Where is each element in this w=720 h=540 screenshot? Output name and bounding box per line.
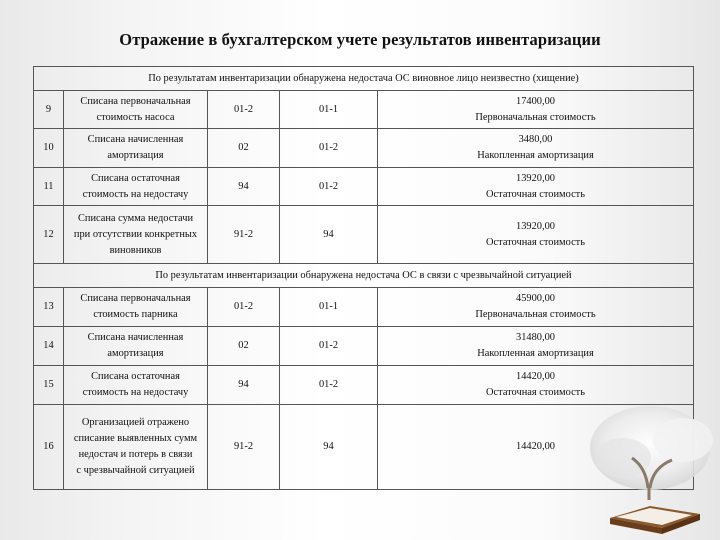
description-line: Списана начисленная — [87, 134, 184, 145]
description-line: Списана первоначальная — [80, 95, 191, 107]
row-number: 10 — [34, 129, 64, 168]
table-row — [34, 91, 694, 129]
debit-account: 01-2 — [208, 288, 280, 327]
amount-cell — [378, 168, 694, 206]
debit-account: 94 — [208, 168, 280, 206]
section-header: По результатам инвентаризации обнаружена недостача ОС в связи с чрезвычайной ситуацией — [34, 264, 694, 288]
amount-cell — [378, 129, 694, 168]
debit-account: 02 — [208, 129, 280, 168]
description-line: стоимость насоса — [96, 111, 175, 123]
amount-cell — [378, 91, 694, 129]
row-number: 13 — [34, 288, 64, 327]
amount-cell — [378, 327, 694, 366]
table-row — [34, 129, 694, 168]
section-header-row — [34, 264, 694, 288]
credit-account: 01-2 — [280, 327, 378, 366]
row-number: 15 — [34, 366, 64, 405]
row-number: 14 — [34, 327, 64, 366]
debit-account: 94 — [208, 366, 280, 405]
table-row — [34, 366, 694, 405]
description-line: списание выявленных сумм — [73, 433, 198, 444]
credit-account: 01-1 — [280, 288, 378, 327]
description-line: Списана первоначальная — [80, 293, 191, 304]
description-line: Организацией отражено — [81, 417, 190, 428]
amount-note: Первоначальная стоимость — [475, 309, 596, 320]
description-line: амортизация — [107, 150, 164, 161]
credit-account: 01-2 — [280, 366, 378, 405]
credit-account: 01-1 — [280, 91, 378, 129]
amount-note: Накопленная амортизация — [477, 150, 594, 161]
amount-value: 3480,00 — [518, 134, 553, 145]
description-line: Списана сумма недостачи — [77, 212, 194, 224]
tree-book-illustration — [588, 400, 720, 540]
debit-account: 91-2 — [208, 405, 280, 490]
amount-value: 17400,00 — [516, 95, 555, 107]
credit-account: 94 — [280, 206, 378, 264]
operation-description — [64, 206, 208, 264]
section-header-row — [34, 67, 694, 91]
amount-value: 13920,00 — [516, 220, 555, 232]
description-line: с чрезвычайной ситуацией — [76, 465, 195, 476]
amount-value: 45900,00 — [516, 293, 555, 304]
description-line: Списана начисленная — [87, 332, 184, 343]
credit-account: 94 — [280, 405, 378, 490]
section-header: По результатам инвентаризации обнаружена недостача ОС виновное лицо неизвестно (хищение) — [34, 67, 694, 91]
description-line: при отсутствии конкретных — [73, 228, 198, 240]
row-number: 12 — [34, 206, 64, 264]
amount-value: 31480,00 — [516, 332, 555, 343]
debit-account: 01-2 — [208, 91, 280, 129]
operation-description — [64, 168, 208, 206]
row-number: 16 — [34, 405, 64, 490]
amount-note: Накопленная амортизация — [477, 348, 594, 359]
operation-description — [64, 327, 208, 366]
amount-note: Остаточная стоимость — [486, 387, 585, 398]
operation-description — [64, 366, 208, 405]
operation-description — [64, 129, 208, 168]
row-number: 11 — [34, 168, 64, 206]
credit-account: 01-2 — [280, 168, 378, 206]
description-line: стоимость парника — [93, 309, 178, 320]
amount-note: Первоначальная стоимость — [475, 111, 596, 123]
table-row — [34, 168, 694, 206]
debit-account: 02 — [208, 327, 280, 366]
description-line: Списана остаточная — [91, 172, 180, 184]
description-line: недостач и потерь в связи — [78, 449, 193, 460]
table-row — [34, 327, 694, 366]
operation-description — [64, 91, 208, 129]
description-line: Списана остаточная — [91, 371, 180, 382]
operation-description — [64, 405, 208, 490]
operation-description — [64, 288, 208, 327]
description-line: стоимость на недостачу — [82, 188, 189, 200]
amount-cell — [378, 206, 694, 264]
description-line: виновников — [109, 244, 162, 256]
amount-note: Остаточная стоимость — [486, 188, 585, 200]
row-number: 9 — [34, 91, 64, 129]
debit-account: 91-2 — [208, 206, 280, 264]
table-row — [34, 288, 694, 327]
amount-value: 14420,00 — [516, 371, 555, 382]
description-line: амортизация — [107, 348, 164, 359]
page-title: Отражение в бухгалтерском учете результатов инвентаризации — [119, 30, 601, 49]
amount-cell — [378, 288, 694, 327]
credit-account: 01-2 — [280, 129, 378, 168]
amount-value: 13920,00 — [516, 172, 555, 184]
amount-value: 14420,00 — [516, 441, 555, 452]
description-line: стоимость на недостачу — [82, 387, 189, 398]
amount-cell — [378, 366, 694, 405]
amount-note: Остаточная стоимость — [486, 236, 585, 248]
table-row — [34, 206, 694, 264]
